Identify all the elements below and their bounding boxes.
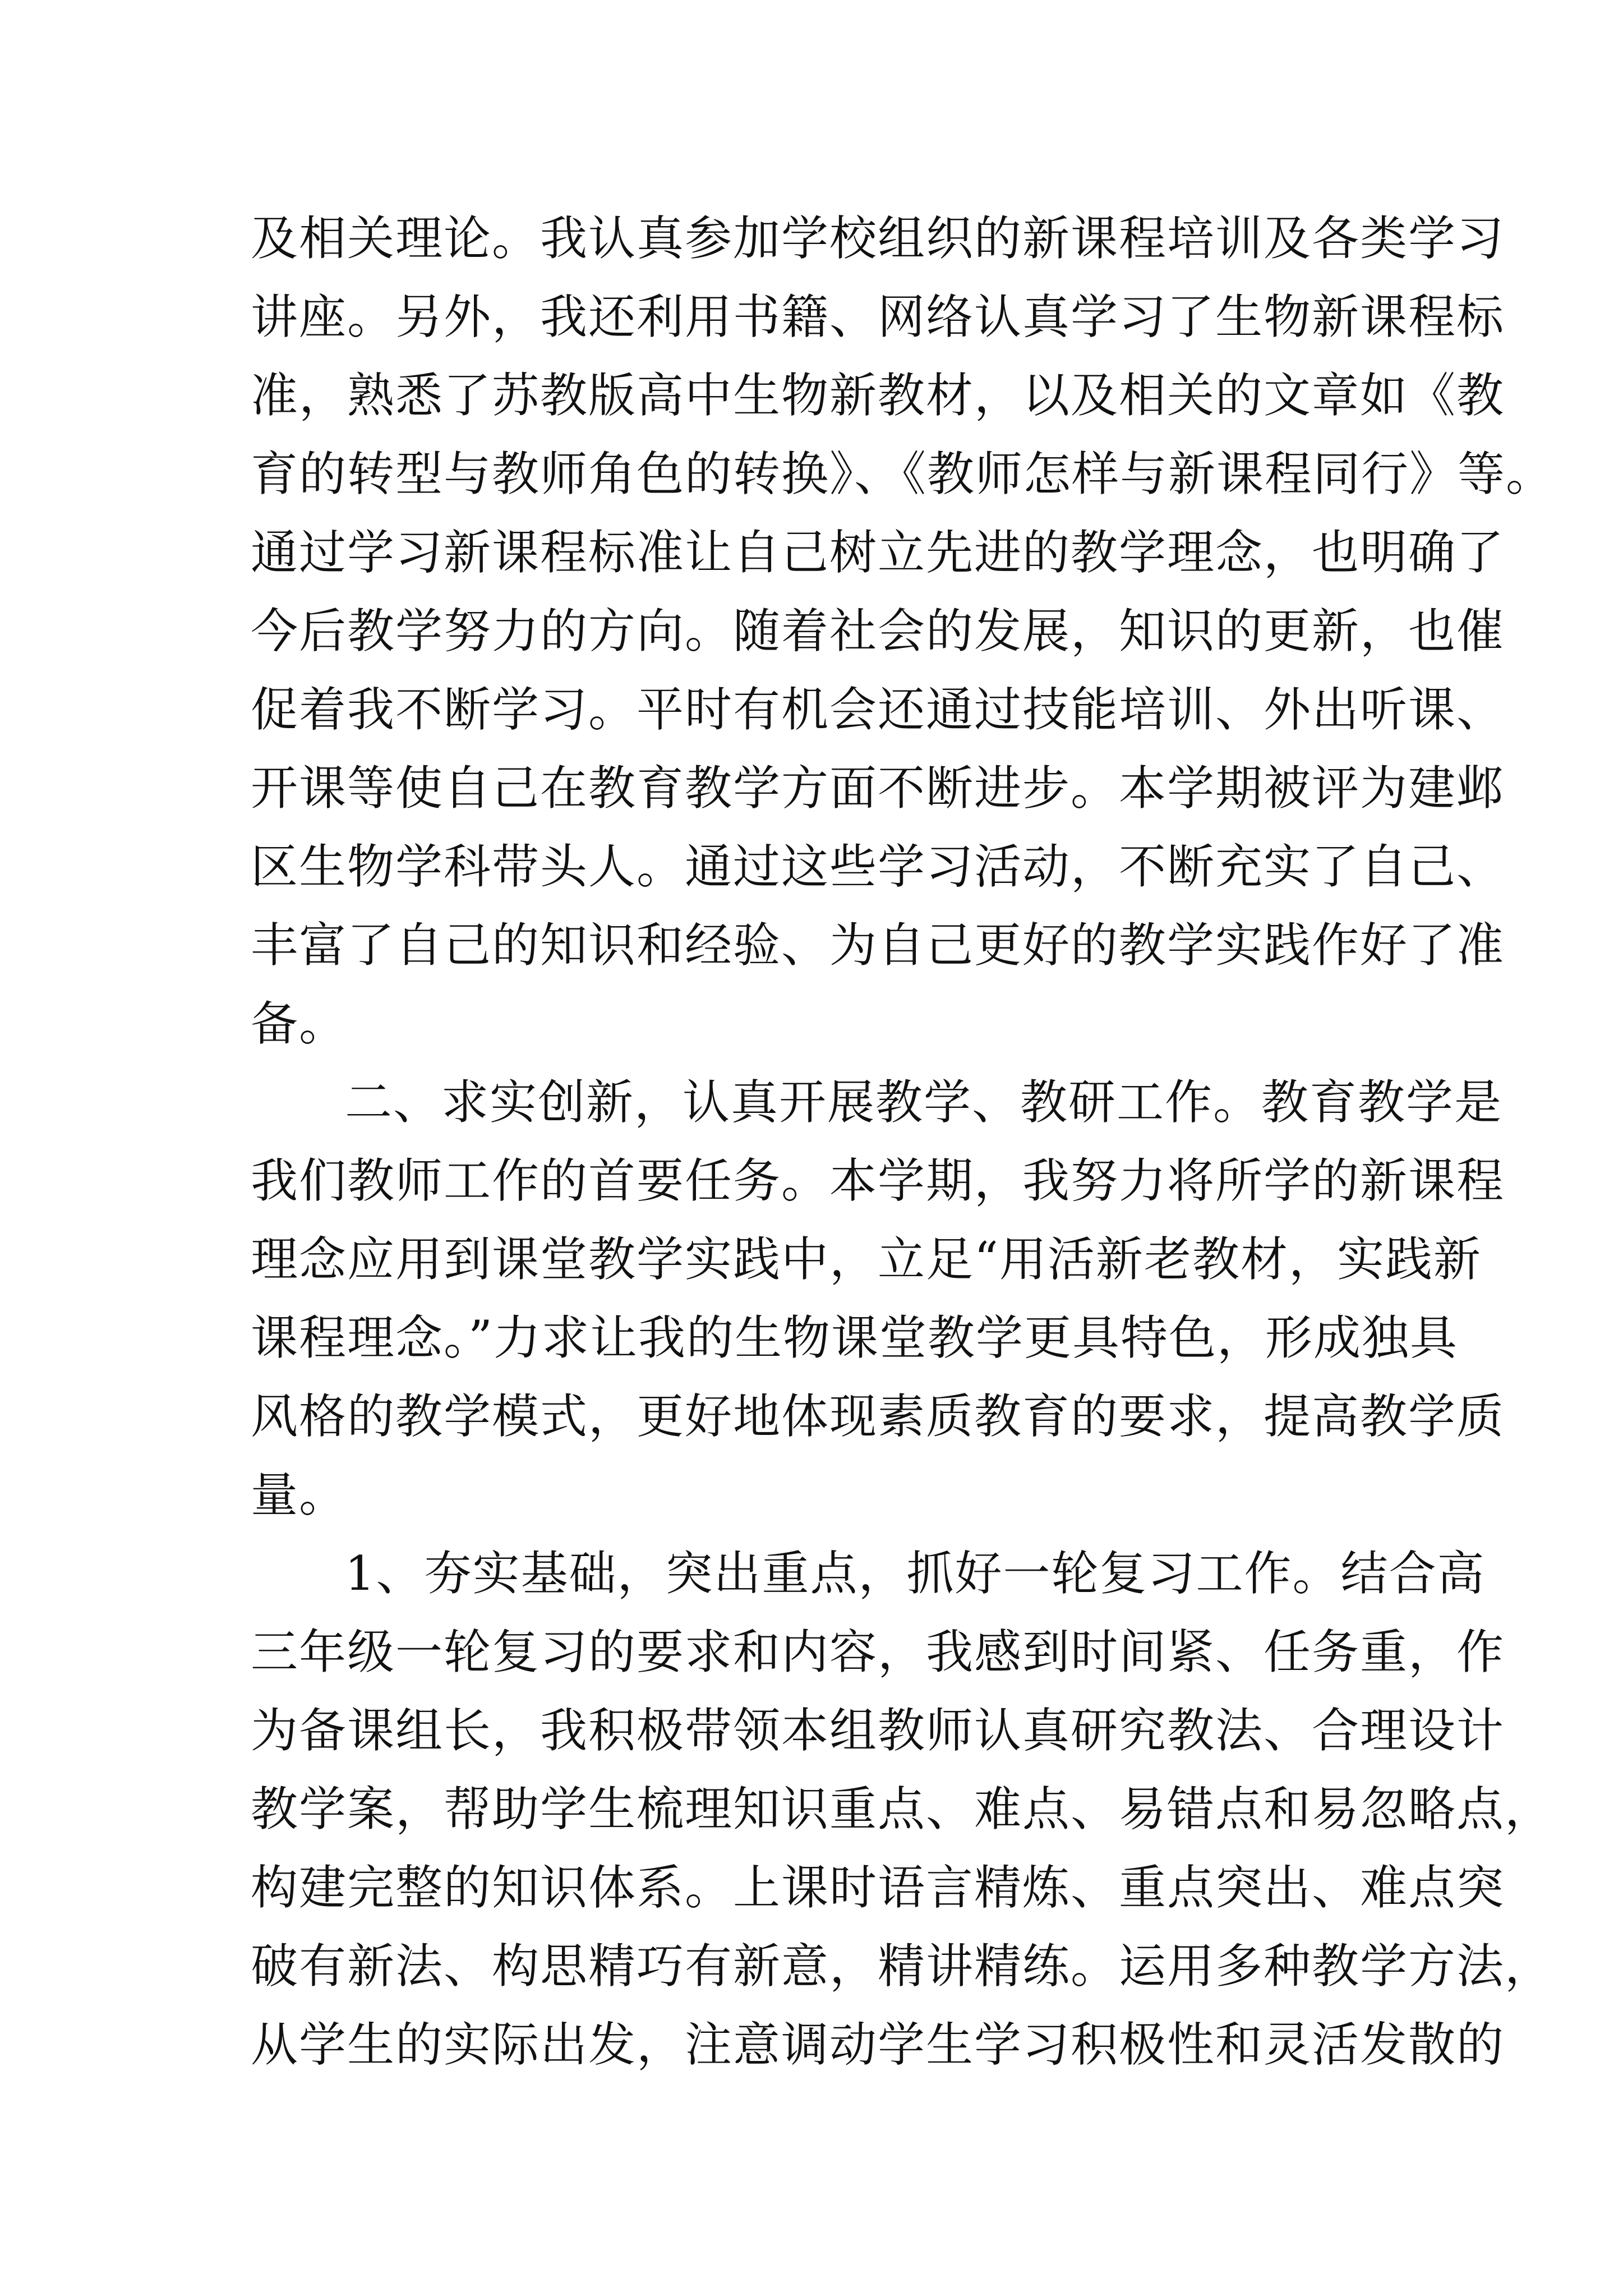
text-line: 准，熟悉了苏教版高中生物新教材，以及相关的文章如《教 (251, 368, 1505, 423)
document-body (251, 199, 1555, 2084)
text-line: 教学案，帮助学生梳理知识重点、难点、易错点和易忽略点， (251, 1782, 1553, 1837)
text-line: 从学生的实际出发，注意调动学生学习积极性和灵活发散的 (251, 2017, 1505, 2072)
text-line: 讲座。另外，我还利用书籍、网络认真学习了生物新课程标 (251, 289, 1505, 344)
paragraph-start-line: 二、求实创新，认真开展教学、教研工作。教育教学是 (345, 1075, 1503, 1130)
text-line: 及相关理论。我认真参加学校组织的新课程培训及各类学习 (251, 211, 1505, 266)
text-line: 破有新法、构思精巧有新意，精讲精练。运用多种教学方法， (251, 1939, 1553, 1994)
text-line: 构建完整的知识体系。上课时语言精炼、重点突出、难点突 (251, 1860, 1505, 1915)
text-line: 课程理念。”力求让我的生物课堂教学更具特色，形成独具 (251, 1310, 1458, 1365)
text-line: 风格的教学模式，更好地体现素质教育的要求，提高教学质 (251, 1389, 1505, 1444)
text-line: 今后教学努力的方向。随着社会的发展，知识的更新，也催 (251, 604, 1505, 659)
text-line: 理念应用到课堂教学实践中，立足“用活新老教材，实践新 (251, 1232, 1482, 1287)
text-line: 开课等使自己在教育教学方面不断进步。本学期被评为建邺 (251, 761, 1505, 816)
text-line: 备。 (251, 996, 348, 1051)
text-line: 量。 (251, 1467, 348, 1522)
text-line: 三年级一轮复习的要求和内容，我感到时间紧、任务重，作 (251, 1625, 1505, 1680)
text-line: 育的转型与教师角色的转换》、《教师怎样与新课程同行》等。 (251, 447, 1555, 501)
paragraph-start-line: 1、夯实基础，突出重点，抓好一轮复习工作。结合高 (345, 1546, 1486, 1601)
text-line: 通过学习新课程标准让自己树立先进的教学理念，也明确了 (251, 525, 1505, 580)
text-line: 为备课组长，我积极带领本组教师认真研究教法、合理设计 (251, 1703, 1505, 1758)
text-line: 我们教师工作的首要任务。本学期，我努力将所学的新课程 (251, 1153, 1505, 1208)
text-line: 促着我不断学习。平时有机会还通过技能培训、外出听课、 (251, 682, 1505, 737)
text-line: 区生物学科带头人。通过这些学习活动，不断充实了自己、 (251, 839, 1505, 894)
text-line: 丰富了自己的知识和经验、为自己更好的教学实践作好了准 (251, 918, 1505, 973)
